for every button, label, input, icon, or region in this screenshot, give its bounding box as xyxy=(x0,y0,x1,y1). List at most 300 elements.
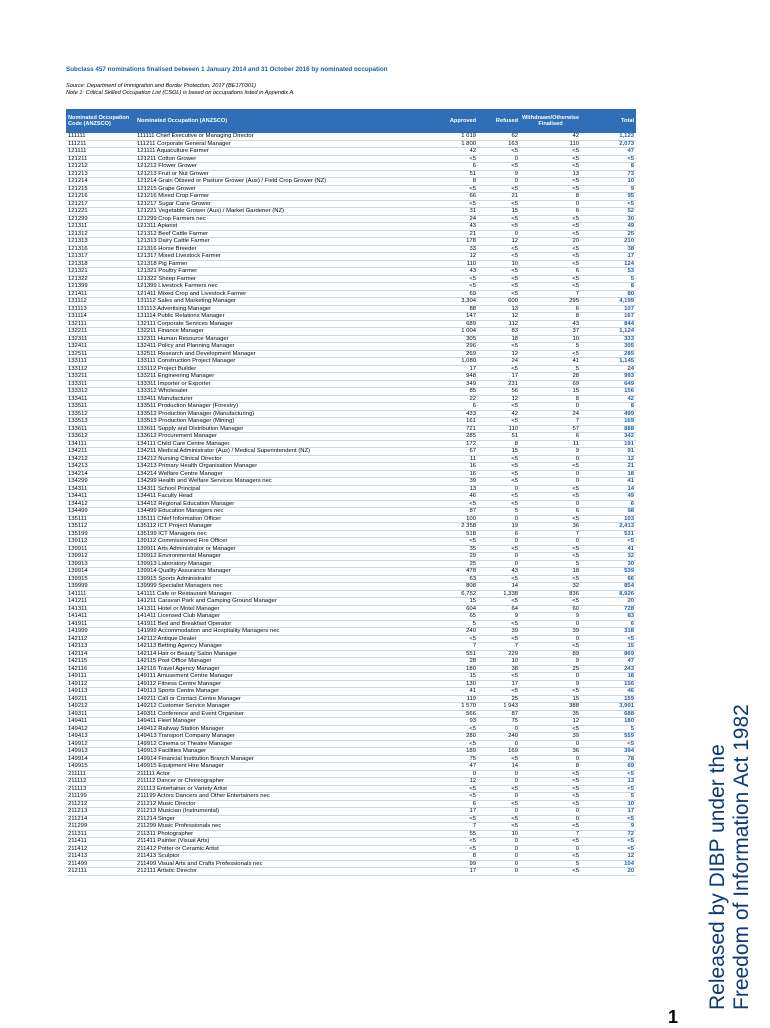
cell-code: 139913 xyxy=(66,560,135,568)
cell-total: 38 xyxy=(581,245,636,253)
cell-occupation: 142113 Betting Agency Manager xyxy=(135,643,424,651)
table-row xyxy=(66,853,636,861)
cell-total: <5 xyxy=(581,635,636,643)
watermark-line-1: Released by DIBP under the xyxy=(706,744,729,1010)
cell-code: 149212 xyxy=(66,703,135,711)
cell-occupation: 141411 Licensed Club Manager xyxy=(135,613,424,621)
cell-occupation: 141111 Cafe or Restaurant Manager xyxy=(135,590,424,598)
cell-code: 211111 xyxy=(66,770,135,778)
cell-withdrawn: 6 xyxy=(520,208,581,216)
cell-withdrawn: <5 xyxy=(520,575,581,583)
cell-total: 10 xyxy=(581,178,636,186)
cell-withdrawn: <5 xyxy=(520,553,581,561)
table-row xyxy=(66,748,636,756)
cell-occupation: 142112 Antique Dealer xyxy=(135,635,424,643)
cell-total: 728 xyxy=(581,605,636,613)
cell-total: 12 xyxy=(581,455,636,463)
cell-total: 5 xyxy=(581,793,636,801)
cell-occupation: 139915 Sports Administrator xyxy=(135,575,424,583)
cell-code: 121111 xyxy=(66,148,135,156)
table-row xyxy=(66,223,636,231)
cell-code: 211413 xyxy=(66,853,135,861)
table-row xyxy=(66,515,636,523)
cell-refused: 19 xyxy=(478,523,520,531)
cell-total: 243 xyxy=(581,665,636,673)
cell-refused: <5 xyxy=(478,343,520,351)
table-row xyxy=(66,365,636,373)
cell-code: 135112 xyxy=(66,523,135,531)
cell-total: 46 xyxy=(581,688,636,696)
cell-code: 211499 xyxy=(66,860,135,868)
cell-withdrawn: 0 xyxy=(520,673,581,681)
cell-total: 531 xyxy=(581,530,636,538)
cell-refused: <5 xyxy=(478,470,520,478)
cell-occupation: 133211 Engineering Manager xyxy=(135,373,424,381)
cell-total: <5 xyxy=(581,815,636,823)
cell-code: 132311 xyxy=(66,335,135,343)
cell-code: 141311 xyxy=(66,605,135,613)
cell-approved: <5 xyxy=(424,538,478,546)
cell-withdrawn: 0 xyxy=(520,403,581,411)
cell-refused: 0 xyxy=(478,860,520,868)
cell-code: 141111 xyxy=(66,590,135,598)
cell-withdrawn: <5 xyxy=(520,688,581,696)
cell-occupation: 133512 Production Manager (Manufacturing) xyxy=(135,410,424,418)
cell-occupation: 211413 Sculptor xyxy=(135,853,424,861)
cell-code: 132411 xyxy=(66,343,135,351)
cell-total: 688 xyxy=(581,710,636,718)
cell-total: 191 xyxy=(581,440,636,448)
cell-withdrawn: 0 xyxy=(520,455,581,463)
table-row xyxy=(66,350,636,358)
cell-withdrawn: 89 xyxy=(520,650,581,658)
cell-approved: 721 xyxy=(424,425,478,433)
cell-code: 149912 xyxy=(66,740,135,748)
cell-withdrawn: <5 xyxy=(520,785,581,793)
cell-code: 134212 xyxy=(66,455,135,463)
cell-approved: 47 xyxy=(424,763,478,771)
cell-approved: 172 xyxy=(424,440,478,448)
table-row xyxy=(66,433,636,441)
cell-total: 539 xyxy=(581,568,636,576)
table-row xyxy=(66,553,636,561)
cell-total: 499 xyxy=(581,410,636,418)
cell-withdrawn: 28 xyxy=(520,373,581,381)
cell-occupation: 133411 Manufacturer xyxy=(135,395,424,403)
cell-approved: 12 xyxy=(424,253,478,261)
cell-code: 134412 xyxy=(66,500,135,508)
cell-refused: 169 xyxy=(478,748,520,756)
cell-occupation: 149113 Sports Centre Manager xyxy=(135,688,424,696)
cell-refused: <5 xyxy=(478,223,520,231)
cell-approved: 15 xyxy=(424,673,478,681)
cell-refused: <5 xyxy=(478,545,520,553)
cell-withdrawn: <5 xyxy=(520,643,581,651)
cell-withdrawn: 8 xyxy=(520,395,581,403)
cell-refused: 51 xyxy=(478,433,520,441)
cell-withdrawn: 0 xyxy=(520,500,581,508)
cell-total: 285 xyxy=(581,350,636,358)
cell-approved: 15 xyxy=(424,598,478,606)
cell-total: 6 xyxy=(581,500,636,508)
cell-code: 149914 xyxy=(66,755,135,763)
cell-withdrawn: 35 xyxy=(520,710,581,718)
table-row xyxy=(66,253,636,261)
cell-approved: 55 xyxy=(424,830,478,838)
cell-total: 159 xyxy=(581,695,636,703)
cell-total: 32 xyxy=(581,553,636,561)
cell-total: 8,926 xyxy=(581,590,636,598)
cell-refused: 163 xyxy=(478,140,520,148)
table-row xyxy=(66,155,636,163)
cell-refused: 0 xyxy=(478,553,520,561)
cell-total: 13 xyxy=(581,778,636,786)
cell-withdrawn: <5 xyxy=(520,148,581,156)
cell-approved: 296 xyxy=(424,343,478,351)
cell-refused: 0 xyxy=(478,778,520,786)
cell-code: 135199 xyxy=(66,530,135,538)
cell-withdrawn: 9 xyxy=(520,680,581,688)
cell-code: 211411 xyxy=(66,838,135,846)
cell-withdrawn: <5 xyxy=(520,793,581,801)
table-row xyxy=(66,230,636,238)
cell-occupation: 211212 Music Director xyxy=(135,800,424,808)
cell-approved: 16 xyxy=(424,463,478,471)
cell-code: 134299 xyxy=(66,478,135,486)
cell-approved: 948 xyxy=(424,373,478,381)
cell-withdrawn: <5 xyxy=(520,245,581,253)
cell-approved: <5 xyxy=(424,785,478,793)
cell-withdrawn: 7 xyxy=(520,290,581,298)
cell-approved: 17 xyxy=(424,808,478,816)
cell-code: 142116 xyxy=(66,665,135,673)
cell-approved: 433 xyxy=(424,410,478,418)
cell-total: 649 xyxy=(581,380,636,388)
cell-code: 121211 xyxy=(66,155,135,163)
cell-occupation: 141211 Caravan Park and Camping Ground Manager xyxy=(135,598,424,606)
cell-code: 134211 xyxy=(66,448,135,456)
cell-total: 318 xyxy=(581,628,636,636)
cell-approved: <5 xyxy=(424,500,478,508)
table-row xyxy=(66,815,636,823)
cell-withdrawn: 39 xyxy=(520,628,581,636)
table-row xyxy=(66,725,636,733)
table-row xyxy=(66,148,636,156)
cell-refused: 87 xyxy=(478,710,520,718)
cell-refused: 25 xyxy=(478,695,520,703)
cell-withdrawn: 32 xyxy=(520,583,581,591)
cell-approved: 17 xyxy=(424,365,478,373)
table-row xyxy=(66,823,636,831)
cell-refused: <5 xyxy=(478,635,520,643)
cell-refused: 1 943 xyxy=(478,703,520,711)
cell-approved: 8 xyxy=(424,853,478,861)
cell-code: 133511 xyxy=(66,403,135,411)
cell-refused: 8 xyxy=(478,440,520,448)
cell-approved: 63 xyxy=(424,575,478,583)
cell-occupation: 149412 Railway Station Manager xyxy=(135,725,424,733)
cell-withdrawn: 0 xyxy=(520,740,581,748)
cell-total: 18 xyxy=(581,470,636,478)
cell-total: 15 xyxy=(581,643,636,651)
cell-total: 14 xyxy=(581,485,636,493)
cell-total: 333 xyxy=(581,335,636,343)
table-row xyxy=(66,328,636,336)
cell-occupation: 121322 Sheep Farmer xyxy=(135,275,424,283)
table-row xyxy=(66,793,636,801)
cell-code: 149311 xyxy=(66,710,135,718)
cell-total: 78 xyxy=(581,755,636,763)
cell-withdrawn: 37 xyxy=(520,328,581,336)
cell-withdrawn: <5 xyxy=(520,215,581,223)
cell-approved: 180 xyxy=(424,665,478,673)
cell-withdrawn: 8 xyxy=(520,193,581,201)
table-row xyxy=(66,680,636,688)
table-row xyxy=(66,500,636,508)
cell-approved: 808 xyxy=(424,583,478,591)
cell-approved: 8 xyxy=(424,178,478,186)
cell-withdrawn: 5 xyxy=(520,860,581,868)
cell-code: 141999 xyxy=(66,628,135,636)
cell-refused: <5 xyxy=(478,500,520,508)
cell-code: 121322 xyxy=(66,275,135,283)
table-row xyxy=(66,598,636,606)
cell-approved: 99 xyxy=(424,860,478,868)
cell-approved: 147 xyxy=(424,313,478,321)
cell-approved: 28 xyxy=(424,658,478,666)
cell-occupation: 133112 Project Builder xyxy=(135,365,424,373)
cell-total: 104 xyxy=(581,860,636,868)
cell-total: 103 xyxy=(581,515,636,523)
cell-withdrawn: 0 xyxy=(520,538,581,546)
cell-total: 25 xyxy=(581,230,636,238)
cell-total: 167 xyxy=(581,313,636,321)
cell-refused: <5 xyxy=(478,755,520,763)
table-row xyxy=(66,808,636,816)
cell-total: <5 xyxy=(581,740,636,748)
cell-refused: <5 xyxy=(478,163,520,171)
cell-approved: 35 xyxy=(424,545,478,553)
header-code: Nominated Occupation Code (ANZSCO) xyxy=(66,109,135,133)
cell-code: 139999 xyxy=(66,583,135,591)
cell-occupation: 134212 Nursing Clinical Director xyxy=(135,455,424,463)
cell-occupation: 134211 Medical Administrator (Aus) / Medical Superintendent (NZ) xyxy=(135,448,424,456)
table-row xyxy=(66,455,636,463)
cell-refused: 0 xyxy=(478,485,520,493)
cell-approved: 85 xyxy=(424,388,478,396)
table-row xyxy=(66,590,636,598)
cell-approved: 119 xyxy=(424,695,478,703)
cell-refused: <5 xyxy=(478,275,520,283)
cell-approved: 67 xyxy=(424,448,478,456)
cell-withdrawn: 13 xyxy=(520,170,581,178)
cell-total: 47 xyxy=(581,148,636,156)
cell-approved: 6 xyxy=(424,163,478,171)
table-row xyxy=(66,718,636,726)
table-row xyxy=(66,673,636,681)
table-row xyxy=(66,268,636,276)
cell-refused: <5 xyxy=(478,185,520,193)
table-row xyxy=(66,545,636,553)
table-row xyxy=(66,185,636,193)
cell-approved: 24 xyxy=(424,215,478,223)
cell-total: 844 xyxy=(581,320,636,328)
cell-occupation: 149212 Customer Service Manager xyxy=(135,703,424,711)
table-row xyxy=(66,403,636,411)
cell-occupation: 121216 Mixed Crop Farmer xyxy=(135,193,424,201)
cell-occupation: 134213 Primary Health Organisation Manager xyxy=(135,463,424,471)
cell-total: 20 xyxy=(581,868,636,876)
cell-code: 121221 xyxy=(66,208,135,216)
cell-total: 156 xyxy=(581,388,636,396)
cell-code: 121217 xyxy=(66,200,135,208)
cell-withdrawn: 9 xyxy=(520,658,581,666)
cell-approved: 604 xyxy=(424,605,478,613)
cell-code: 133311 xyxy=(66,380,135,388)
cell-total: 98 xyxy=(581,508,636,516)
cell-withdrawn: 295 xyxy=(520,298,581,306)
cell-withdrawn: <5 xyxy=(520,155,581,163)
cell-total: 993 xyxy=(581,373,636,381)
cell-occupation: 121217 Sugar Cane Grower xyxy=(135,200,424,208)
cell-withdrawn: <5 xyxy=(520,868,581,876)
cell-occupation: 211199 Actors Dancers and Other Entertainers nec xyxy=(135,793,424,801)
cell-refused: 15 xyxy=(478,448,520,456)
cell-withdrawn: 7 xyxy=(520,530,581,538)
cell-total: 854 xyxy=(581,583,636,591)
cell-occupation: 132511 Research and Development Manager xyxy=(135,350,424,358)
cell-occupation: 139911 Arts Administrator or Manager xyxy=(135,545,424,553)
cell-withdrawn: 9 xyxy=(520,448,581,456)
cell-approved: 65 xyxy=(424,613,478,621)
table-row xyxy=(66,845,636,853)
cell-total: 124 xyxy=(581,260,636,268)
cell-withdrawn: 0 xyxy=(520,815,581,823)
cell-refused: 0 xyxy=(478,838,520,846)
table-row xyxy=(66,665,636,673)
cell-approved: 280 xyxy=(424,733,478,741)
cell-refused: <5 xyxy=(478,215,520,223)
cell-withdrawn: <5 xyxy=(520,545,581,553)
cell-approved: 178 xyxy=(424,238,478,246)
cell-approved: 1 004 xyxy=(424,328,478,336)
cell-occupation: 139999 Specialist Managers nec xyxy=(135,583,424,591)
cell-approved: <5 xyxy=(424,635,478,643)
cell-refused: 0 xyxy=(478,808,520,816)
table-row xyxy=(66,508,636,516)
cell-total: 53 xyxy=(581,268,636,276)
report-title: Subclass 457 nominations finalised between 1 January 2014 and 31 October 2016 by nominated occupation xyxy=(66,66,388,73)
cell-total: 49 xyxy=(581,223,636,231)
cell-approved: 1,080 xyxy=(424,358,478,366)
cell-refused: 14 xyxy=(478,763,520,771)
cell-refused: 0 xyxy=(478,155,520,163)
cell-total: <5 xyxy=(581,838,636,846)
cell-approved: 1 019 xyxy=(424,133,478,140)
cell-refused: <5 xyxy=(478,673,520,681)
cell-total: 1,145 xyxy=(581,358,636,366)
cell-total: 72 xyxy=(581,830,636,838)
cell-approved: 31 xyxy=(424,208,478,216)
cell-withdrawn: <5 xyxy=(520,275,581,283)
table-row xyxy=(66,605,636,613)
cell-total: 30 xyxy=(581,560,636,568)
cell-code: 134499 xyxy=(66,508,135,516)
cell-occupation: 133311 Importer or Exporter xyxy=(135,380,424,388)
cell-approved: 566 xyxy=(424,710,478,718)
cell-code: 121321 xyxy=(66,268,135,276)
cell-total: 30 xyxy=(581,215,636,223)
cell-approved: 87 xyxy=(424,508,478,516)
cell-code: 142114 xyxy=(66,650,135,658)
cell-approved: <5 xyxy=(424,815,478,823)
cell-code: 149113 xyxy=(66,688,135,696)
cell-total: 6 xyxy=(581,620,636,628)
cell-occupation: 121299 Crop Farmers nec xyxy=(135,215,424,223)
cell-code: 211214 xyxy=(66,815,135,823)
table-row xyxy=(66,388,636,396)
cell-withdrawn: 69 xyxy=(520,380,581,388)
cell-approved: <5 xyxy=(424,838,478,846)
cell-total: 12 xyxy=(581,853,636,861)
cell-refused: 12 xyxy=(478,313,520,321)
cell-approved: 240 xyxy=(424,628,478,636)
cell-refused: 10 xyxy=(478,658,520,666)
cell-code: 121316 xyxy=(66,245,135,253)
table-row xyxy=(66,650,636,658)
cell-total: 2,073 xyxy=(581,140,636,148)
cell-occupation: 211112 Dancer or Choreographer xyxy=(135,778,424,786)
cell-total: 1,124 xyxy=(581,328,636,336)
cell-occupation: 121111 Aquaculture Farmer xyxy=(135,148,424,156)
cell-withdrawn: <5 xyxy=(520,253,581,261)
cell-withdrawn: <5 xyxy=(520,230,581,238)
cell-occupation: 133111 Construction Project Manager xyxy=(135,358,424,366)
cell-withdrawn: 0 xyxy=(520,478,581,486)
cell-total: 18 xyxy=(581,673,636,681)
cell-occupation: 131112 Sales and Marketing Manager xyxy=(135,298,424,306)
cell-approved: 689 xyxy=(424,320,478,328)
cell-code: 133312 xyxy=(66,388,135,396)
cell-withdrawn: 57 xyxy=(520,425,581,433)
table-row xyxy=(66,418,636,426)
cell-approved: 5 xyxy=(424,620,478,628)
cell-occupation: 131113 Advertising Manager xyxy=(135,305,424,313)
cell-code: 142113 xyxy=(66,643,135,651)
cell-refused: 12 xyxy=(478,350,520,358)
cell-total: <5 xyxy=(581,785,636,793)
table-row xyxy=(66,785,636,793)
cell-withdrawn: 0 xyxy=(520,635,581,643)
cell-refused: 15 xyxy=(478,208,520,216)
cell-approved: 551 xyxy=(424,650,478,658)
cell-total: 24 xyxy=(581,365,636,373)
table-row xyxy=(66,275,636,283)
cell-code: 149411 xyxy=(66,718,135,726)
cell-approved: 43 xyxy=(424,223,478,231)
cell-approved: 6 xyxy=(424,403,478,411)
cell-code: 141911 xyxy=(66,620,135,628)
cell-refused: 0 xyxy=(478,515,520,523)
cell-occupation: 149413 Transport Company Manager xyxy=(135,733,424,741)
cell-refused: 0 xyxy=(478,845,520,853)
table-row xyxy=(66,733,636,741)
cell-code: 121411 xyxy=(66,290,135,298)
cell-approved: 1 800 xyxy=(424,140,478,148)
cell-total: 66 xyxy=(581,575,636,583)
cell-code: 139914 xyxy=(66,568,135,576)
cell-code: 121299 xyxy=(66,215,135,223)
